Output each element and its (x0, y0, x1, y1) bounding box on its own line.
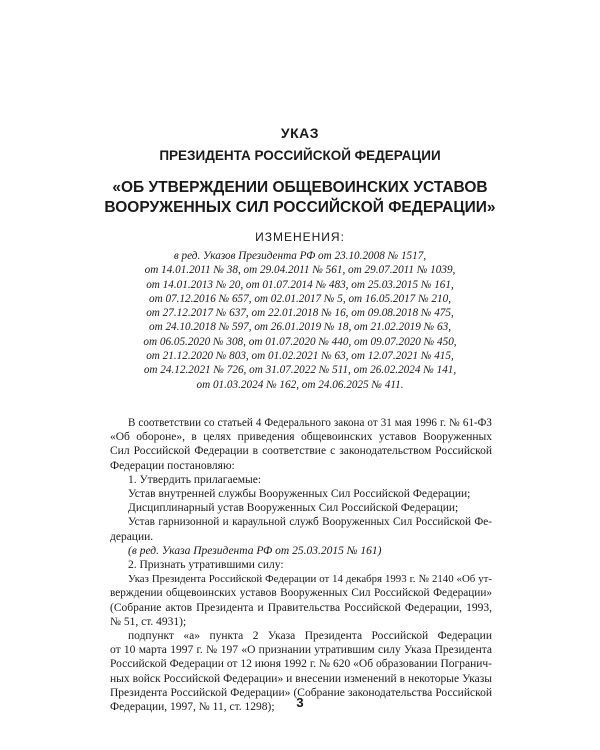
body-line: Указ Президента Российской Федерации от 14 декабря 1993 г. № 2140 «Об ут- (128, 573, 492, 586)
body-paragraph (110, 501, 492, 515)
change-reference-line: от 27.12.2017 № 637, от 22.01.2018 № 16, от 09.08.2018 № 475, (146, 307, 454, 320)
body-line: Сил Российской Федерации в соответствие с законодательством Российской (110, 445, 492, 458)
body-line: Дисциплинарный устав Вооруженных Сил Российской Федерации; (128, 502, 459, 515)
change-reference-line: от 14.01.2011 № 38, от 29.04.2011 № 561, от 29.07.2011 № 1039, (144, 264, 456, 277)
body-line: ных войск Российской Федерации» и внесении изменений в некоторые Указы (110, 672, 492, 685)
body-line: Устав внутренней службы Вооруженных Сил Российской Федерации; (128, 488, 471, 501)
body-line: (Собрание актов Президента и Правительства Российской Федерации, 1993, (110, 601, 492, 614)
body-line: от 10 марта 1997 г. № 197 «О признании утратившим силу Указа Президента (110, 644, 492, 657)
change-reference-line: от 06.05.2020 № 308, от 01.07.2020 № 440, от 09.07.2020 № 450, (143, 335, 457, 348)
changes-heading: ИЗМЕНЕНИЯ: (255, 230, 345, 244)
body-line: Федерации постановляю: (110, 459, 235, 472)
document-body (110, 416, 492, 714)
change-reference-line: от 24.12.2021 № 726, от 31.07.2022 № 511, от 26.02.2024 № 141, (143, 364, 457, 377)
body-line: Российской Федерации от 12 июня 1992 г. № 620 «Об образовании Погранич- (110, 658, 492, 671)
body-line: (в ред. Указа Президента РФ от 25.03.2015 № 161) (128, 544, 382, 557)
body-line: № 51, ст. 4931); (110, 615, 187, 628)
change-reference-line: от 07.12.2016 № 657, от 02.01.2017 № 5, от 16.05.2017 № 210, (148, 292, 451, 305)
body-line: Президента Российской Федерации» (Собрание законодательства Российской (110, 686, 492, 699)
body-line: В соответствии со статьей 4 Федерального закона от 31 мая 1996 г. № 61-ФЗ (128, 417, 492, 429)
body-line: верждении общевоинских уставов Вооруженных Сил Российской Федерации» (110, 587, 492, 600)
body-paragraph (110, 515, 492, 543)
changes-list (60, 249, 540, 392)
change-reference-line: от 21.12.2020 № 803, от 01.02.2021 № 63, от 12.07.2021 № 415, (146, 350, 454, 363)
body-paragraph (110, 416, 492, 473)
change-reference-line: от 01.03.2024 № 162, от 24.06.2025 № 411. (196, 378, 404, 391)
document-title: УКАЗ (280, 125, 320, 141)
subject-line: ВООРУЖЕННЫХ СИЛ РОССИЙСКОЙ ФЕДЕРАЦИИ» (104, 199, 496, 216)
change-reference-line: от 24.10.2018 № 597, от 26.01.2019 № 18, от 21.02.2019 № 63, (148, 321, 451, 334)
change-reference-line: от 14.01.2013 № 20, от 01.07.2014 № 483, от 25.03.2015 № 161, (146, 278, 454, 291)
page-number: 3 (296, 695, 304, 710)
body-paragraph (110, 544, 492, 558)
body-line: дерации. (110, 530, 154, 543)
body-paragraph (110, 558, 492, 572)
body-paragraph (110, 487, 492, 501)
body-line: Устав гарнизонной и караульной служб Вооруженных Сил Российской Фе- (128, 516, 492, 529)
subject-line: «ОБ УТВЕРЖДЕНИИ ОБЩЕВОИНСКИХ УСТАВОВ (112, 179, 488, 196)
body-line: подпункт «а» пункта 2 Указа Президента Российской Федерации (128, 630, 492, 643)
document-issuer: ПРЕЗИДЕНТА РОССИЙСКОЙ ФЕДЕРАЦИИ (159, 148, 441, 163)
change-reference-line: в ред. Указов Президента РФ от 23.10.2008 № 1517, (173, 250, 427, 262)
body-line: 1. Утвердить прилагаемые: (128, 473, 262, 486)
body-line: 2. Признать утратившими силу: (128, 559, 284, 572)
document-subject (60, 178, 540, 218)
body-line: «Об обороне», в целях приведения общевоинских уставов Вооруженных (110, 431, 492, 444)
body-paragraph (110, 572, 492, 629)
body-paragraph (110, 473, 492, 487)
body-line: Федерации, 1997, № 11, ст. 1298); (110, 701, 275, 714)
